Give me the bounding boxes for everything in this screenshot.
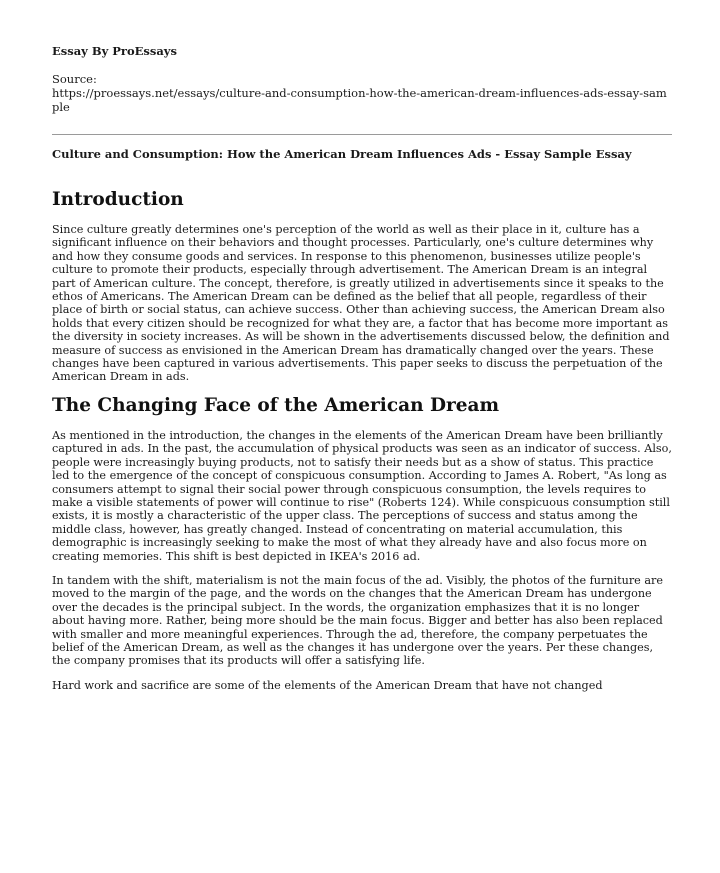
section-heading-introduction: Introduction xyxy=(52,189,184,210)
document-content xyxy=(52,44,672,703)
source-url[interactable]: https://proessays.net/essays/culture-and-consumption-how-the-american-dream-influences-ads-essay-sample xyxy=(52,86,667,114)
paragraph: Hard work and sacrifice are some of the elements of the American Dream that have not changed xyxy=(52,678,603,692)
source-label: Source: xyxy=(52,72,97,86)
essay-author: Essay By ProEssays xyxy=(52,44,177,58)
document-title: Culture and Consumption: How the American Dream Influences Ads - Essay Sample Essay xyxy=(52,147,632,161)
paragraph: In tandem with the shift, materialism is not the main focus of the ad. Visibly, the photos of the furniture are moved to the margin of the page, and the words on the changes that the American Dream has undergone over the decades is the principal subject. In the words, the organization emphasizes that it is no longer about having more. Rather, being more should be the main focus. Bigger and better has also been replaced with smaller and more meaningful experiences. Through the ad, therefore, the company perpetuates the belief of the American Dream, as well as the changes it has undergone over the years. Per these changes, the company promises that its products will offer a satisfying life. xyxy=(52,573,664,668)
section-heading-changing-face: The Changing Face of the American Dream xyxy=(52,394,500,416)
paragraph: Since culture greatly determines one's perception of the world as well as their place in it, culture has a significant influence on their behaviors and thought processes. Particularly, one's culture determines why and how they consume goods and services. In response to this phenomenon, businesses utilize people's culture to promote their products, especially through advertisement. The American Dream is an integral part of American culture. The concept, therefore, is greatly utilized in advertisements since it speaks to the ethos of Americans. The American Dream can be defined as the belief that all people, regardless of their place of birth or social status, can achieve success. Other than achieving success, the American Dream also holds that every citizen should be recognized for what they are, a factor that has become more important as the diversity in society increases. As will be shown in the advertisements discussed below, the definition and measure of success as envisioned in the American Dream has dramatically changed over the years. These changes have been captured in various advertisements. This paper seeks to discuss the perpetuation of the American Dream in ads. xyxy=(52,223,670,384)
header-divider xyxy=(52,134,672,135)
paragraph: As mentioned in the introduction, the changes in the elements of the American Dream have been brilliantly captured in ads. In the past, the accumulation of physical products was seen as an indicator of success. Also, people were increasingly buying products, not to satisfy their needs but as a show of status. This practice led to the emergence of the concept of conspicuous consumption. According to James A. Robert, "As long as consumers attempt to signal their social power through conspicuous consumption, the levels requires to make a visible statements of power will continue to rise" (Roberts 124). While conspicuous consumption still exists, it is mostly a characteristic of the upper class. The perceptions of success and status among the middle class, however, has greatly changed. Instead of concentrating on material accumulation, this demographic is increasingly seeking to make the most of what they already have and also focus more on creating memories. This shift is best depicted in IKEA's 2016 ad. xyxy=(52,428,672,563)
